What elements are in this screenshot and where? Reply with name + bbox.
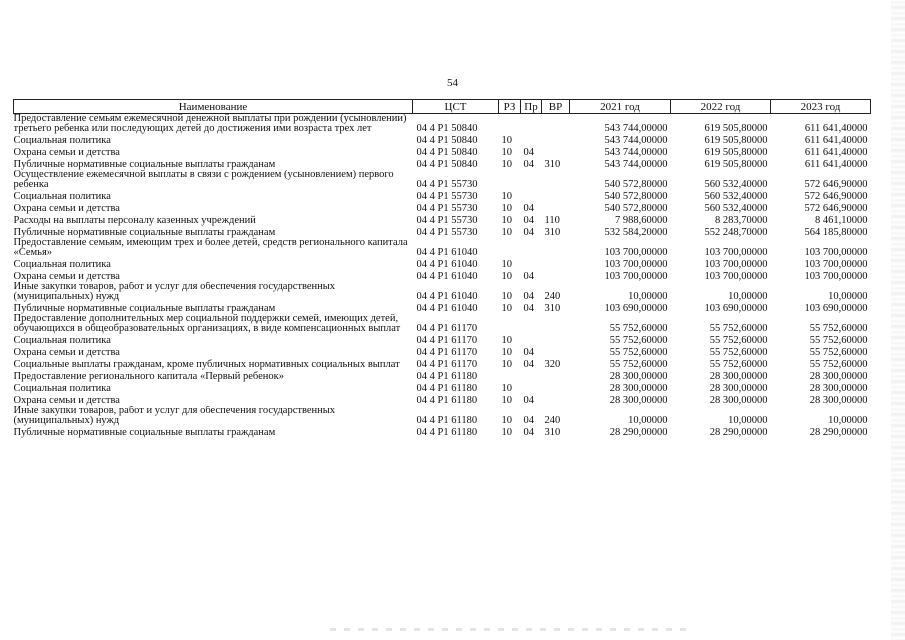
table-row — [14, 258, 871, 270]
cell-vr: 240 — [544, 291, 561, 302]
cell-vr: 310 — [544, 303, 561, 314]
cell-2021: 103 690,00000 — [604, 303, 668, 314]
cell-pr: 04 — [523, 359, 534, 370]
cell-2022: 103 700,00000 — [704, 271, 768, 282]
cell-2021: 10,00000 — [628, 415, 668, 426]
cell-2023: 572 646,90000 — [804, 179, 868, 190]
cell-name: Социальная политика — [13, 383, 111, 394]
cell-cst: 04 4 P1 55730 — [416, 215, 478, 226]
cell-vr — [542, 134, 570, 146]
cell-pr — [521, 334, 542, 346]
cell-vr — [542, 170, 570, 190]
cell-name: Иные закупки товаров, работ и услуг для обеспечения государственных (муниципальных) нужд — [13, 282, 336, 302]
cell-2021: 28 300,00000 — [609, 371, 668, 382]
table-row — [14, 114, 871, 135]
cell-cst: 04 4 P1 61180 — [416, 395, 478, 406]
cell-cst: 04 4 P1 55730 — [416, 203, 478, 214]
cell-2021: 28 300,00000 — [609, 395, 668, 406]
cell-vr — [542, 190, 570, 202]
cell-name: Охрана семьи и детства — [13, 347, 120, 358]
cell-vr: 310 — [544, 427, 561, 438]
cell-name: Предоставление семьям ежемесячной денежной выплаты при рождении (усыновлении) третьего ребенка или последующих детей до достижения ими возраста трех лет — [13, 113, 407, 134]
cell-name: Иные закупки товаров, работ и услуг для обеспечения государственных (муниципальных) нужд — [13, 406, 336, 426]
cell-cst: 04 4 P1 61180 — [416, 383, 478, 394]
table-row — [14, 158, 871, 170]
cell-2022: 103 690,00000 — [704, 303, 768, 314]
cell-2023: 55 752,60000 — [809, 335, 868, 346]
table-row — [14, 270, 871, 282]
table-row — [14, 190, 871, 202]
cell-2022: 619 505,80000 — [704, 135, 768, 146]
cell-cst: 04 4 P1 55730 — [416, 179, 478, 190]
scan-edge-artifact — [891, 0, 905, 640]
cell-rz: 10 — [501, 215, 512, 226]
cell-name: Социальная политика — [13, 259, 111, 270]
cell-2022: 8 283,70000 — [715, 215, 768, 226]
cell-rz — [499, 238, 521, 258]
cell-2023: 28 300,00000 — [809, 383, 868, 394]
cell-rz: 10 — [501, 383, 512, 394]
table-row — [14, 146, 871, 158]
cell-2023: 55 752,60000 — [809, 359, 868, 370]
cell-name: Публичные нормативные социальные выплаты гражданам — [13, 427, 276, 438]
cell-2022: 103 700,00000 — [704, 247, 768, 258]
cell-2021: 55 752,60000 — [609, 335, 668, 346]
cell-2023: 103 700,00000 — [804, 247, 868, 258]
cell-pr: 04 — [523, 271, 534, 282]
cell-2022: 560 532,40000 — [704, 203, 768, 214]
cell-2022: 28 300,00000 — [709, 383, 768, 394]
table-row — [14, 346, 871, 358]
cell-pr — [521, 258, 542, 270]
cell-2021: 55 752,60000 — [609, 359, 668, 370]
header-2022: 2022 год — [671, 100, 771, 114]
cell-name: Публичные нормативные социальные выплаты гражданам — [13, 303, 276, 314]
table-row — [14, 226, 871, 238]
cell-vr: 240 — [544, 415, 561, 426]
cell-2022: 55 752,60000 — [709, 323, 768, 334]
cell-2023: 10,00000 — [828, 291, 868, 302]
cell-2021: 7 988,60000 — [615, 215, 668, 226]
cell-cst: 04 4 P1 61040 — [416, 271, 478, 282]
cell-2022: 55 752,60000 — [709, 347, 768, 358]
cell-name: Охрана семьи и детства — [13, 395, 120, 406]
table-row — [14, 358, 871, 370]
cell-2022: 103 700,00000 — [704, 259, 768, 270]
cell-vr — [542, 258, 570, 270]
header-cst: ЦСТ — [413, 100, 499, 114]
cell-vr: 110 — [544, 215, 560, 226]
cell-rz — [499, 170, 521, 190]
cell-2021: 543 744,00000 — [604, 135, 668, 146]
cell-2021: 532 584,20000 — [604, 227, 668, 238]
cell-pr: 04 — [523, 427, 534, 438]
cell-name: Социальная политика — [13, 335, 111, 346]
cell-name: Охрана семьи и детства — [13, 271, 120, 282]
cell-rz — [499, 370, 521, 382]
cell-vr — [542, 202, 570, 214]
cell-2023: 611 641,40000 — [804, 123, 868, 134]
cell-pr: 04 — [523, 203, 534, 214]
cell-rz: 10 — [501, 415, 512, 426]
cell-2021: 28 300,00000 — [609, 383, 668, 394]
cell-vr — [542, 346, 570, 358]
cell-2022: 55 752,60000 — [709, 359, 768, 370]
cell-2023: 8 461,10000 — [815, 215, 868, 226]
cell-2022: 619 505,80000 — [704, 147, 768, 158]
cell-cst: 04 4 P1 55730 — [416, 191, 478, 202]
cell-cst: 04 4 P1 61040 — [416, 303, 478, 314]
table-row — [14, 394, 871, 406]
cell-cst: 04 4 P1 50840 — [416, 135, 478, 146]
cell-2022: 28 300,00000 — [709, 371, 768, 382]
cell-pr: 04 — [523, 159, 534, 170]
cell-2023: 28 300,00000 — [809, 395, 868, 406]
cell-2023: 28 300,00000 — [809, 371, 868, 382]
cell-2021: 103 700,00000 — [604, 247, 668, 258]
cell-pr — [521, 134, 542, 146]
table-body — [14, 114, 871, 439]
cell-2022: 560 532,40000 — [704, 179, 768, 190]
cell-name: Охрана семьи и детства — [13, 203, 120, 214]
cell-vr — [542, 270, 570, 282]
cell-2023: 611 641,40000 — [804, 135, 868, 146]
cell-2021: 543 744,00000 — [604, 159, 668, 170]
scan-bottom-artifact — [330, 628, 690, 631]
table-row — [14, 202, 871, 214]
cell-name: Предоставление семьям, имеющим трех и более детей, средств регионального капитала «Семья» — [13, 238, 408, 258]
cell-2022: 619 505,80000 — [704, 123, 768, 134]
cell-2023: 28 290,00000 — [809, 427, 868, 438]
cell-2022: 55 752,60000 — [709, 335, 768, 346]
cell-pr — [521, 190, 542, 202]
cell-2022: 28 290,00000 — [709, 427, 768, 438]
cell-rz: 10 — [501, 291, 512, 302]
table-row — [14, 214, 871, 226]
cell-vr — [542, 238, 570, 258]
cell-name: Охрана семьи и детства — [13, 147, 120, 158]
cell-2021: 103 700,00000 — [604, 271, 668, 282]
table-row — [14, 170, 871, 190]
cell-2022: 560 532,40000 — [704, 191, 768, 202]
cell-cst: 04 4 P1 61040 — [416, 247, 478, 258]
cell-name: Расходы на выплаты персоналу казенных учреждений — [13, 215, 256, 226]
cell-pr: 04 — [523, 415, 534, 426]
cell-rz: 10 — [501, 147, 512, 158]
cell-cst: 04 4 P1 61180 — [416, 415, 478, 426]
page-number: 54 — [447, 77, 458, 89]
cell-2023: 103 700,00000 — [804, 259, 868, 270]
table-row — [14, 334, 871, 346]
cell-pr: 04 — [523, 215, 534, 226]
cell-pr: 04 — [523, 347, 534, 358]
table-row — [14, 406, 871, 426]
cell-name: Предоставление дополнительных мер социальной поддержки семей, имеющих детей, обучающихся в общеобразовательных организациях, в виде компенсационных выплат — [13, 314, 401, 334]
cell-2021: 55 752,60000 — [609, 347, 668, 358]
cell-name: Публичные нормативные социальные выплаты гражданам — [13, 227, 276, 238]
cell-vr: 310 — [544, 159, 561, 170]
cell-pr — [521, 114, 542, 135]
cell-2023: 55 752,60000 — [809, 347, 868, 358]
cell-rz: 10 — [501, 135, 512, 146]
cell-2021: 540 572,80000 — [604, 203, 668, 214]
cell-2021: 10,00000 — [628, 291, 668, 302]
cell-2021: 28 290,00000 — [609, 427, 668, 438]
cell-2023: 103 690,00000 — [804, 303, 868, 314]
cell-name: Социальная политика — [13, 135, 111, 146]
cell-pr: 04 — [523, 303, 534, 314]
cell-name: Предоставление регионального капитала «Первый ребенок» — [13, 371, 284, 382]
cell-2022: 619 505,80000 — [704, 159, 768, 170]
header-name: Наименование — [14, 100, 413, 114]
cell-cst: 04 4 P1 61180 — [416, 427, 478, 438]
cell-pr — [521, 382, 542, 394]
cell-vr: 320 — [544, 359, 561, 370]
cell-pr — [521, 314, 542, 334]
cell-2022: 552 248,70000 — [704, 227, 768, 238]
cell-rz: 10 — [501, 347, 512, 358]
cell-cst: 04 4 P1 61170 — [416, 347, 478, 358]
cell-2021: 540 572,80000 — [604, 179, 668, 190]
cell-cst: 04 4 P1 61040 — [416, 259, 478, 270]
cell-rz: 10 — [501, 359, 512, 370]
cell-name: Публичные нормативные социальные выплаты гражданам — [13, 159, 276, 170]
cell-cst: 04 4 P1 61170 — [416, 335, 478, 346]
cell-cst: 04 4 P1 61170 — [416, 323, 478, 334]
header-rz: РЗ — [499, 100, 521, 114]
cell-pr: 04 — [523, 291, 534, 302]
cell-2021: 55 752,60000 — [609, 323, 668, 334]
table-header-row — [14, 100, 871, 114]
cell-vr — [542, 334, 570, 346]
cell-2021: 543 744,00000 — [604, 123, 668, 134]
cell-2023: 611 641,40000 — [804, 159, 868, 170]
cell-vr — [542, 394, 570, 406]
cell-rz: 10 — [501, 227, 512, 238]
header-2021: 2021 год — [570, 100, 671, 114]
cell-rz: 10 — [501, 335, 512, 346]
table-row — [14, 302, 871, 314]
cell-2023: 10,00000 — [828, 415, 868, 426]
cell-rz — [499, 114, 521, 135]
cell-name: Осуществление ежемесячной выплаты в связи с рождением (усыновлением) первого ребенка — [13, 170, 394, 190]
cell-cst: 04 4 P1 61170 — [416, 359, 478, 370]
cell-pr — [521, 370, 542, 382]
cell-vr — [542, 382, 570, 394]
cell-pr: 04 — [523, 395, 534, 406]
cell-rz: 10 — [501, 203, 512, 214]
cell-2023: 564 185,80000 — [804, 227, 868, 238]
cell-vr — [542, 114, 570, 135]
cell-cst: 04 4 P1 61040 — [416, 291, 478, 302]
cell-rz: 10 — [501, 303, 512, 314]
cell-2021: 543 744,00000 — [604, 147, 668, 158]
cell-rz: 10 — [501, 191, 512, 202]
cell-pr — [521, 170, 542, 190]
cell-vr — [542, 314, 570, 334]
cell-vr — [542, 146, 570, 158]
cell-name: Социальные выплаты гражданам, кроме публичных нормативных социальных выплат — [13, 359, 400, 370]
header-2023: 2023 год — [771, 100, 871, 114]
cell-2021: 540 572,80000 — [604, 191, 668, 202]
table-row — [14, 382, 871, 394]
cell-rz — [499, 314, 521, 334]
budget-table — [13, 99, 871, 438]
table-row — [14, 282, 871, 302]
table-row — [14, 314, 871, 334]
cell-cst: 04 4 P1 61180 — [416, 371, 478, 382]
cell-pr: 04 — [523, 227, 534, 238]
cell-rz: 10 — [501, 259, 512, 270]
cell-rz: 10 — [501, 159, 512, 170]
cell-pr — [521, 238, 542, 258]
table-row — [14, 134, 871, 146]
cell-2022: 28 300,00000 — [709, 395, 768, 406]
table-row — [14, 370, 871, 382]
cell-pr: 04 — [523, 147, 534, 158]
header-vr: ВР — [542, 100, 570, 114]
cell-2023: 103 700,00000 — [804, 271, 868, 282]
cell-cst: 04 4 P1 55730 — [416, 227, 478, 238]
cell-2021: 103 700,00000 — [604, 259, 668, 270]
cell-cst: 04 4 P1 50840 — [416, 147, 478, 158]
cell-name: Социальная политика — [13, 191, 111, 202]
cell-rz: 10 — [501, 395, 512, 406]
cell-vr — [542, 370, 570, 382]
table-row — [14, 426, 871, 438]
table-row — [14, 238, 871, 258]
cell-vr: 310 — [544, 227, 561, 238]
cell-2022: 10,00000 — [728, 291, 768, 302]
cell-2022: 10,00000 — [728, 415, 768, 426]
cell-2023: 55 752,60000 — [809, 323, 868, 334]
cell-rz: 10 — [501, 427, 512, 438]
cell-cst: 04 4 P1 50840 — [416, 123, 478, 134]
cell-2023: 572 646,90000 — [804, 191, 868, 202]
cell-cst: 04 4 P1 50840 — [416, 159, 478, 170]
cell-rz: 10 — [501, 271, 512, 282]
header-pr: Пр — [521, 100, 542, 114]
cell-2023: 572 646,90000 — [804, 203, 868, 214]
cell-2023: 611 641,40000 — [804, 147, 868, 158]
